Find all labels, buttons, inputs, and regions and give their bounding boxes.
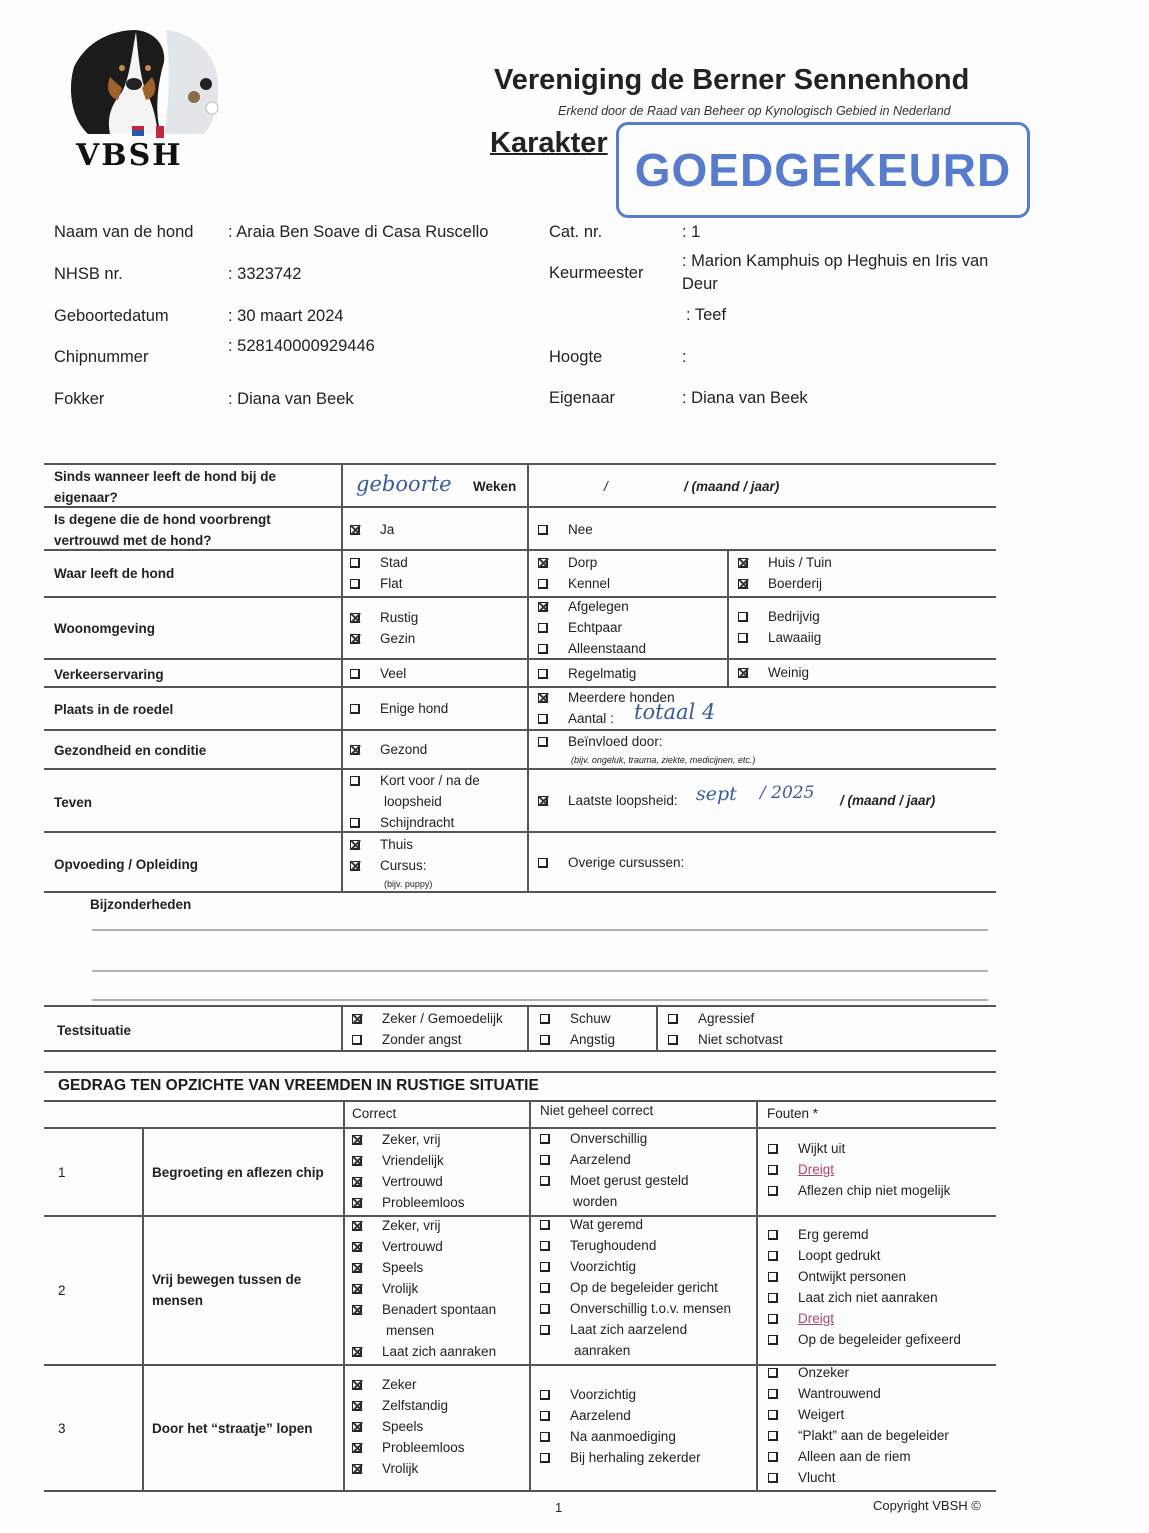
bijzonderheden-line-2[interactable] [92,970,988,972]
checkbox-icon[interactable] [540,1035,550,1045]
vertrouwd-label: Is degene die de hond voorbrengt vertrouwd met de hond? [54,512,271,548]
r2-fout-0[interactable]: Erg geremd [768,1224,869,1245]
checkbox-icon[interactable] [768,1410,778,1420]
option-angstig[interactable]: Angstig [540,1029,615,1050]
option-bedrijvig[interactable]: Bedrijvig [738,606,820,627]
r3-niet-3[interactable]: Bij herhaling zekerder [540,1447,701,1468]
r3-correct-4[interactable]: Vrolijk [352,1458,418,1479]
waar-label: Waar leeft de hond [54,566,175,581]
option-nee[interactable]: Nee [538,519,593,540]
checkbox-checked-icon[interactable] [352,1284,362,1294]
checkbox-icon[interactable] [738,612,748,622]
chip-label: Chipnummer [54,348,149,366]
checkbox-checked-icon[interactable] [738,558,748,568]
r2-niet-5-line2: aanraken [574,1343,631,1358]
r2-fout-5[interactable]: Op de begeleider gefixeerd [768,1329,961,1350]
checkbox-icon[interactable] [540,1220,550,1230]
checkbox-icon[interactable] [768,1251,778,1261]
option-laatste-loopsheid[interactable]: Laatste loopsheid: [538,790,678,811]
col-fouten: Fouten * [767,1106,819,1121]
checkbox-icon[interactable] [350,669,360,679]
hoogte-label: Hoogte [549,348,603,366]
checkbox-icon[interactable] [538,669,548,679]
document-title: Karakter [490,127,608,159]
r3-niet-0[interactable]: Voorzichtig [540,1384,636,1405]
option-veel[interactable]: Veel [350,663,406,684]
option-niet-schotvast[interactable]: Niet schotvast [668,1029,783,1050]
checkbox-checked-icon[interactable] [738,668,748,678]
checkbox-icon[interactable] [540,1432,550,1442]
eigenaar-label: Eigenaar [549,389,616,407]
keurmeester-value-1: : Marion Kamphuis op Heghuis en Iris van [682,252,989,270]
option-lawaaiig[interactable]: Lawaaiig [738,627,821,648]
option-echtpaar[interactable]: Echtpaar [538,617,622,638]
teven-label: Teven [54,795,93,810]
r2-correct-0[interactable]: Zeker, vrij [352,1215,441,1236]
r1-fout-1[interactable]: Dreigt [768,1159,834,1180]
approved-stamp: GOEDGEKEURD [616,122,1030,218]
gezondheid-label: Gezondheid en conditie [54,743,207,758]
option-afgelegen[interactable]: Afgelegen [538,596,629,617]
checkbox-icon[interactable] [768,1431,778,1441]
checkbox-checked-icon[interactable] [352,1263,362,1273]
r2-fout-4[interactable]: Dreigt [768,1308,834,1329]
checkbox-checked-icon[interactable] [352,1464,362,1474]
vbsh-logo [66,22,226,173]
option-gezin[interactable]: Gezin [350,628,415,649]
option-thuis[interactable]: Thuis [350,834,413,855]
sinds-slash: / [604,479,608,494]
roedel-label: Plaats in de roedel [54,702,174,717]
r3-correct-2[interactable]: Speels [352,1416,423,1437]
hoogte-value: : [682,348,687,366]
option-regelmatig[interactable]: Regelmatig [538,663,636,684]
checkbox-checked-icon[interactable] [350,861,360,871]
checkbox-icon[interactable] [538,714,548,724]
checkbox-checked-icon[interactable] [352,1305,362,1315]
gedrag-section-title: GEDRAG TEN OPZICHTE VAN VREEMDEN IN RUSTIGE SITUATIE [58,1077,539,1094]
r3-niet-1[interactable]: Aarzelend [540,1405,631,1426]
checkbox-icon[interactable] [350,818,360,828]
r3-fout-1[interactable]: Wantrouwend [768,1383,881,1404]
checkbox-checked-icon[interactable] [352,1347,362,1357]
nhsb-value: : 3323742 [228,265,302,283]
row-3-label: Door het “straatje” lopen [152,1421,313,1436]
option-huis-tuin[interactable]: Huis / Tuin [738,552,832,573]
r1-fout-2[interactable]: Aflezen chip niet mogelijk [768,1180,950,1201]
sinds-maand-jaar: / (maand / jaar) [684,479,780,494]
r2-correct-2[interactable]: Speels [352,1257,423,1278]
r2-niet-0[interactable]: Wat geremd [540,1214,643,1235]
fokker-label: Fokker [54,390,105,408]
option-agressief[interactable]: Agressief [668,1008,754,1029]
option-dorp[interactable]: Dorp [538,552,597,573]
woonomgeving-label: Woonomgeving [54,621,155,636]
option-meerdere-honden[interactable]: Meerdere honden [538,687,675,708]
checkbox-checked-icon[interactable] [350,840,360,850]
cursus-hint: (bijv. puppy) [384,879,433,889]
checkbox-checked-icon[interactable] [350,634,360,644]
option-alleenstaand[interactable]: Alleenstaand [538,638,646,659]
checkbox-icon[interactable] [540,1014,550,1024]
geboorte-value: : 30 maart 2024 [228,307,344,325]
cat-value: : 1 [682,223,701,241]
fokker-value: : Diana van Beek [228,390,354,408]
r2-fout-2[interactable]: Ontwijkt personen [768,1266,906,1287]
checkbox-icon[interactable] [768,1335,778,1345]
checkbox-icon[interactable] [768,1368,778,1378]
checkbox-checked-icon[interactable] [352,1380,362,1390]
checkbox-icon[interactable] [350,704,360,714]
bernese-dog-logo-icon [66,22,226,142]
r3-niet-2[interactable]: Na aanmoediging [540,1426,676,1447]
row-1-number: 1 [58,1165,66,1180]
option-enige-hond[interactable]: Enige hond [350,698,448,719]
checkbox-icon[interactable] [768,1389,778,1399]
checkbox-icon[interactable] [538,525,548,535]
r3-correct-0[interactable]: Zeker [352,1374,417,1395]
r3-correct-1[interactable]: Zelfstandig [352,1395,448,1416]
checkbox-icon[interactable] [538,644,548,654]
loopsheid-maand-jaar: / (maand / jaar) [840,793,936,808]
kort-voor-line2: loopsheid [384,794,442,809]
checkbox-checked-icon[interactable] [350,745,360,755]
row-2-label: Vrij bewegen tussen de [152,1272,302,1287]
bijzonderheden-line-3[interactable] [92,999,988,1001]
option-ja[interactable]: Ja [350,519,394,540]
checkbox-checked-icon[interactable] [352,1198,362,1208]
checkbox-checked-icon[interactable] [350,613,360,623]
checkbox-icon[interactable] [538,737,548,747]
checkbox-checked-icon[interactable] [352,1177,362,1187]
beinvloed-hint: (bijv. ongeluk, trauma, ziekte, medicijnen, etc.) [571,755,756,765]
r3-fout-4[interactable]: Alleen aan de riem [768,1446,911,1467]
checkbox-icon[interactable] [352,1035,362,1045]
checkbox-icon[interactable] [538,579,548,589]
keurmeester-label: Keurmeester [549,264,644,282]
checkbox-checked-icon[interactable] [352,1242,362,1252]
r1-correct-3[interactable]: Probleemloos [352,1192,465,1213]
checkbox-icon[interactable] [540,1283,550,1293]
r3-fout-3[interactable]: “Plakt” aan de begeleider [768,1425,949,1446]
checkbox-icon[interactable] [768,1293,778,1303]
r2-niet-4[interactable]: Onverschillig t.o.v. mensen [540,1298,731,1319]
bijzonderheden-line-1[interactable] [92,929,988,931]
r2-correct-4[interactable]: Benadert spontaan [352,1299,496,1320]
weken-label: Weken [473,479,517,494]
checkbox-checked-icon[interactable] [538,796,548,806]
checkbox-icon[interactable] [768,1230,778,1240]
checkbox-icon[interactable] [350,776,360,786]
sinds-handwritten[interactable]: geboorte [356,472,452,496]
checkbox-icon[interactable] [540,1262,550,1272]
r1-correct-0[interactable]: Zeker, vrij [352,1129,441,1150]
checkbox-icon[interactable] [540,1134,550,1144]
opvoeding-label: Opvoeding / Opleiding [54,857,198,872]
r3-correct-3[interactable]: Probleemloos [352,1437,465,1458]
r3-fout-5[interactable]: Vlucht [768,1467,836,1488]
r2-correct-1[interactable]: Vertrouwd [352,1236,443,1257]
option-zonder-angst[interactable]: Zonder angst [352,1029,462,1050]
checkbox-checked-icon[interactable] [538,558,548,568]
r3-fout-0[interactable]: Onzeker [768,1362,849,1383]
checkbox-icon[interactable] [768,1144,778,1154]
r2-fout-1[interactable]: Loopt gedrukt [768,1245,881,1266]
geslacht-value: : Teef [686,306,727,324]
checkbox-icon[interactable] [768,1314,778,1324]
r2-niet-2[interactable]: Voorzichtig [540,1256,636,1277]
checkbox-checked-icon[interactable] [538,693,548,703]
checkbox-icon[interactable] [768,1186,778,1196]
checkbox-checked-icon[interactable] [352,1221,362,1231]
r2-niet-1[interactable]: Terughoudend [540,1235,656,1256]
checkbox-icon[interactable] [768,1272,778,1282]
option-boerderij[interactable]: Boerderij [738,573,822,594]
checkbox-checked-icon[interactable] [352,1014,362,1024]
r1-niet-2[interactable]: Moet gerust gesteld [540,1170,689,1191]
checkbox-icon[interactable] [768,1452,778,1462]
naam-value: : Araia Ben Soave di Casa Ruscello [228,223,489,241]
checkbox-icon[interactable] [540,1176,550,1186]
option-rustig[interactable]: Rustig [350,607,418,628]
checkbox-icon[interactable] [540,1304,550,1314]
nhsb-label: NHSB nr. [54,265,123,283]
checkbox-checked-icon[interactable] [352,1156,362,1166]
checkbox-icon[interactable] [540,1390,550,1400]
copyright: Copyright VBSH © [873,1498,981,1513]
checkbox-icon[interactable] [540,1325,550,1335]
loopsheid-maand-handwritten[interactable]: sept [696,783,737,805]
checkbox-icon[interactable] [350,579,360,589]
loopsheid-jaar-handwritten[interactable]: / 2025 [760,783,815,803]
checkbox-icon[interactable] [768,1165,778,1175]
cat-label: Cat. nr. [549,223,603,241]
r2-correct-4-line2: mensen [386,1323,435,1338]
r1-correct-1[interactable]: Vriendelijk [352,1150,444,1171]
checkbox-icon[interactable] [668,1014,678,1024]
option-beinvloed[interactable]: Beïnvloed door: [538,731,663,752]
option-aantal[interactable]: Aantal : [538,708,614,729]
col-correct: Correct [352,1106,397,1121]
eigenaar-value: : Diana van Beek [682,389,808,407]
chip-value: : 528140000929446 [228,337,375,355]
option-overige-cursussen[interactable]: Overige cursussen: [538,852,684,873]
bijzonderheden-label: Bijzonderheden [90,897,192,912]
col-niet-geheel-correct: Niet geheel correct [540,1103,654,1118]
option-cursus[interactable]: Cursus: [350,855,427,876]
keurmeester-value-2: Deur [682,275,718,293]
option-kennel[interactable]: Kennel [538,573,610,594]
checkbox-checked-icon[interactable] [350,525,360,535]
naam-label: Naam van de hond [54,223,194,241]
row-1-label: Begroeting en aflezen chip [152,1165,324,1180]
checkbox-icon[interactable] [540,1453,550,1463]
row-2-label-line2: mensen [152,1293,204,1308]
option-stad[interactable]: Stad [350,552,408,573]
option-zeker-gemoedelijk[interactable]: Zeker / Gemoedelijk [352,1008,503,1029]
r1-niet-0[interactable]: Onverschillig [540,1128,647,1149]
r3-fout-2[interactable]: Weigert [768,1404,844,1425]
r1-correct-2[interactable]: Vertrouwd [352,1171,443,1192]
checkbox-checked-icon[interactable] [352,1401,362,1411]
org-title: Vereniging de Berner Sennenhond [494,64,970,96]
row-3-number: 3 [58,1421,66,1436]
option-schijndracht[interactable]: Schijndracht [350,812,454,833]
r2-correct-5[interactable]: Laat zich aanraken [352,1341,496,1362]
sinds-label: Sinds wanneer leeft de hond bij de eigenaar? [54,469,277,505]
option-schuw[interactable]: Schuw [540,1008,611,1029]
checkbox-checked-icon[interactable] [352,1135,362,1145]
checkbox-icon[interactable] [540,1411,550,1421]
checkbox-checked-icon[interactable] [738,579,748,589]
checkbox-checked-icon[interactable] [352,1443,362,1453]
logo-text: VBSH [76,138,183,173]
row-2-number: 2 [58,1283,66,1298]
r1-fout-0[interactable]: Wijkt uit [768,1138,845,1159]
checkbox-icon[interactable] [538,858,548,868]
checkbox-icon[interactable] [350,558,360,568]
aantal-handwritten[interactable]: totaal 4 [634,700,716,724]
page-number: 1 [555,1500,563,1515]
r2-niet-3[interactable]: Op de begeleider gericht [540,1277,718,1298]
checkbox-icon[interactable] [668,1035,678,1045]
checkbox-icon[interactable] [540,1155,550,1165]
option-flat[interactable]: Flat [350,573,403,594]
testsituatie-label: Testsituatie [57,1023,132,1038]
r2-correct-3[interactable]: Vrolijk [352,1278,418,1299]
r1-niet-1[interactable]: Aarzelend [540,1149,631,1170]
r2-niet-5[interactable]: Laat zich aarzelend [540,1319,687,1340]
checkbox-icon[interactable] [540,1241,550,1251]
geboorte-label: Geboortedatum [54,307,169,325]
org-subtitle: Erkend door de Raad van Beheer op Kynologisch Gebied in Nederland [558,104,951,118]
option-kort-voor[interactable]: Kort voor / na de [350,770,480,791]
checkbox-icon[interactable] [768,1473,778,1483]
checkbox-checked-icon[interactable] [538,602,548,612]
verkeer-label: Verkeerservaring [54,667,164,682]
checkbox-icon[interactable] [538,623,548,633]
option-weinig[interactable]: Weinig [738,662,809,683]
checkbox-icon[interactable] [738,633,748,643]
option-gezond[interactable]: Gezond [350,739,427,760]
r2-fout-3[interactable]: Laat zich niet aanraken [768,1287,938,1308]
r1-niet-2-line2: worden [573,1194,618,1209]
checkbox-checked-icon[interactable] [352,1422,362,1432]
